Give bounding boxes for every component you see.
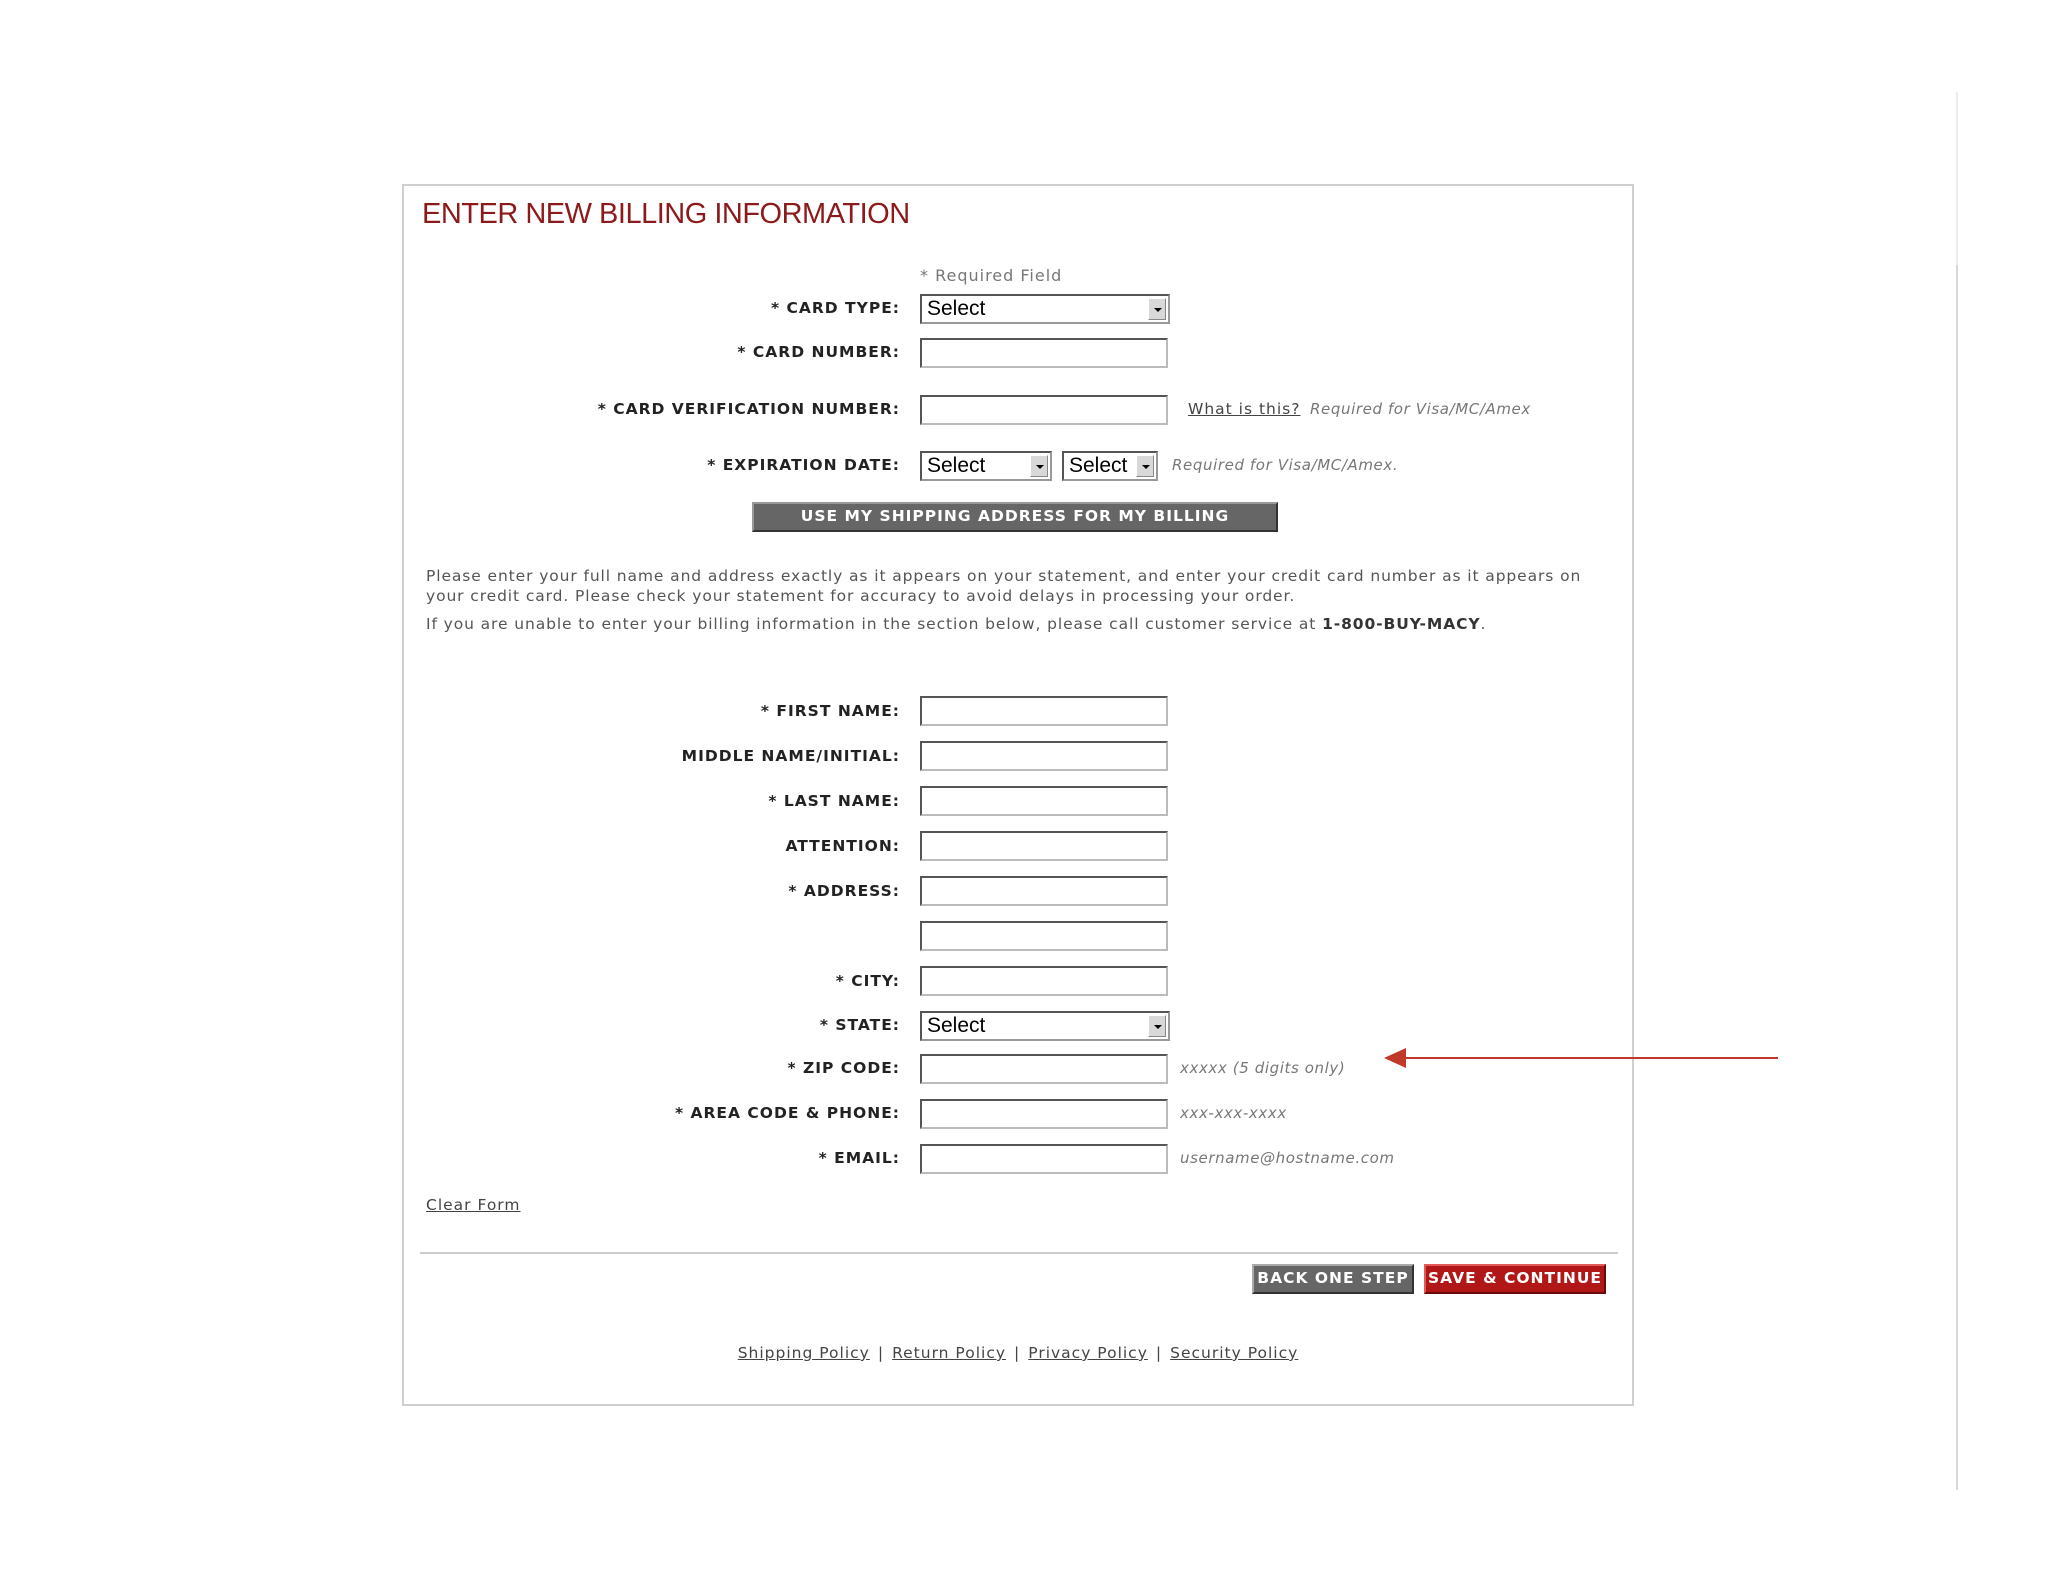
address-label: * ADDRESS:	[788, 882, 900, 900]
edge-rule-top	[1956, 92, 1958, 267]
attention-input[interactable]	[920, 831, 1168, 861]
edge-rule	[1956, 265, 1958, 1490]
what-is-this-link[interactable]: What is this?	[1188, 400, 1301, 418]
chevron-down-icon	[1136, 455, 1154, 477]
state-label: * STATE:	[819, 1016, 900, 1034]
card-type-select[interactable]	[920, 294, 1170, 324]
shipping-policy-link[interactable]: Shipping Policy	[737, 1344, 870, 1362]
state-select[interactable]	[920, 1011, 1170, 1041]
first-name-label: * FIRST NAME:	[760, 702, 900, 720]
back-one-step-button[interactable]: BACK ONE STEP	[1252, 1264, 1414, 1294]
customer-service-prefix: If you are unable to enter your billing information in the section below, please call customer service at	[426, 615, 1323, 633]
exp-month-select[interactable]	[920, 451, 1052, 481]
chevron-down-icon	[1148, 298, 1166, 320]
privacy-policy-link[interactable]: Privacy Policy	[1028, 1344, 1148, 1362]
phone-input[interactable]	[920, 1099, 1168, 1129]
card-number-label: * CARD NUMBER:	[737, 343, 900, 361]
customer-service-text	[426, 614, 1606, 634]
chevron-down-icon	[1148, 1015, 1166, 1037]
page-title: ENTER NEW BILLING INFORMATION	[422, 198, 910, 230]
phone-label: * AREA CODE & PHONE:	[675, 1104, 900, 1122]
city-input[interactable]	[920, 966, 1168, 996]
address-line1-input[interactable]	[920, 876, 1168, 906]
exp-month-value: Select	[927, 454, 986, 477]
instructions-text: Please enter your full name and address exactly as it appears on your statement, and enter your credit card number as it appears on your credit card. Please check your statement for accuracy to avoid delays in processing your order.	[426, 567, 1582, 605]
exp-hint: Required for Visa/MC/Amex.	[1172, 456, 1399, 474]
address-line2-input[interactable]	[920, 921, 1168, 951]
footer-separator: |	[1155, 1344, 1163, 1362]
card-type-label: * CARD TYPE:	[770, 299, 900, 317]
email-label: * EMAIL:	[818, 1149, 900, 1167]
required-field-note: * Required Field	[920, 266, 1063, 285]
first-name-input[interactable]	[920, 696, 1168, 726]
footer-separator: |	[1014, 1344, 1021, 1362]
middle-name-label: MIDDLE NAME/INITIAL:	[681, 747, 900, 765]
exp-year-select[interactable]	[1062, 451, 1158, 481]
card-number-input[interactable]	[920, 338, 1168, 368]
middle-name-input[interactable]	[920, 741, 1168, 771]
customer-service-phone: 1-800-BUY-MACY	[1322, 615, 1481, 633]
zip-input[interactable]	[920, 1054, 1168, 1084]
return-policy-link[interactable]: Return Policy	[892, 1344, 1007, 1362]
use-shipping-address-button[interactable]: USE MY SHIPPING ADDRESS FOR MY BILLING ADDRESS	[752, 502, 1278, 532]
cvn-hint: Required for Visa/MC/Amex	[1310, 400, 1531, 418]
card-type-value: Select	[927, 297, 986, 320]
cvn-input[interactable]	[920, 395, 1168, 425]
exp-year-value: Select	[1069, 454, 1128, 477]
last-name-input[interactable]	[920, 786, 1168, 816]
cvn-label: * CARD VERIFICATION NUMBER:	[597, 400, 900, 418]
annotation-arrow-icon	[1384, 1046, 1780, 1070]
zip-label: * ZIP CODE:	[787, 1059, 900, 1077]
state-value: Select	[927, 1014, 986, 1037]
email-hint: username@hostname.com	[1180, 1149, 1395, 1167]
expiration-label: * EXPIRATION DATE:	[707, 456, 900, 474]
chevron-down-icon	[1030, 455, 1048, 477]
save-continue-button[interactable]: SAVE & CONTINUE	[1424, 1264, 1606, 1294]
billing-panel	[402, 184, 1634, 1406]
zip-hint: xxxxx (5 digits only)	[1180, 1059, 1346, 1077]
email-input[interactable]	[920, 1144, 1168, 1174]
last-name-label: * LAST NAME:	[768, 792, 900, 810]
attention-label: ATTENTION:	[785, 837, 900, 855]
city-label: * CITY:	[835, 972, 900, 990]
security-policy-link[interactable]: Security Policy	[1170, 1344, 1299, 1362]
footer-links	[404, 1344, 1632, 1362]
phone-hint: xxx-xxx-xxxx	[1180, 1104, 1287, 1122]
footer-separator: |	[877, 1344, 885, 1362]
customer-service-suffix: .	[1480, 615, 1487, 633]
clear-form-link[interactable]: Clear Form	[426, 1196, 521, 1214]
divider	[420, 1252, 1618, 1254]
